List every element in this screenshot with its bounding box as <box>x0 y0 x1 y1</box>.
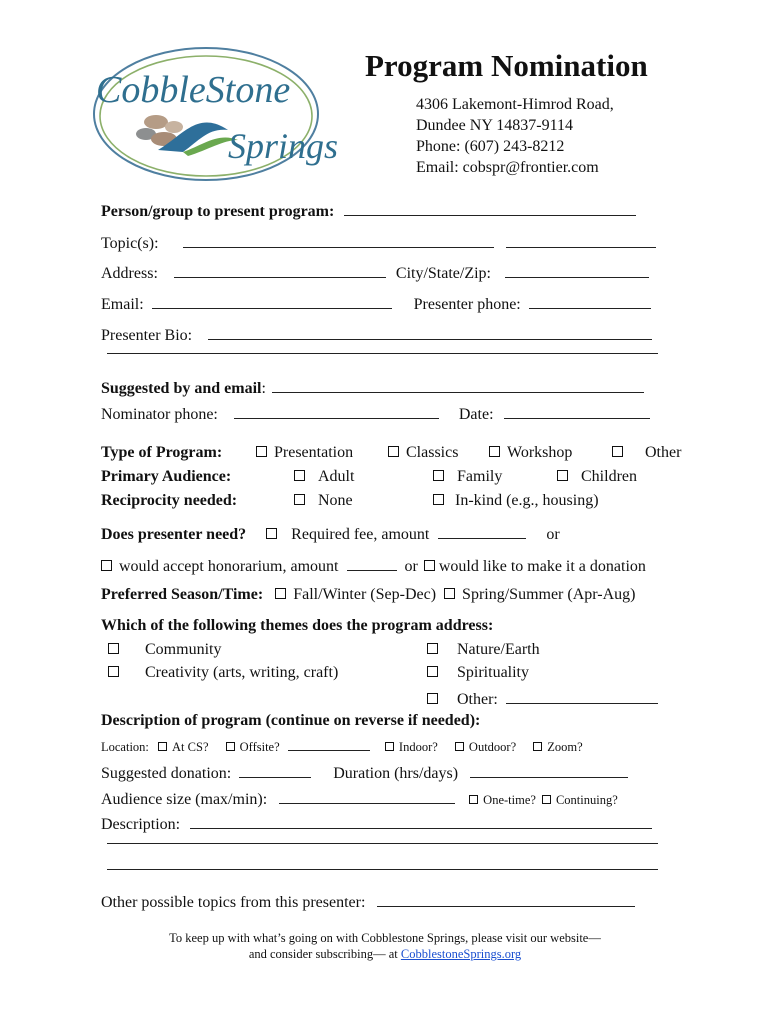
checkbox-icon[interactable] <box>108 643 119 654</box>
option-label: Other: <box>457 691 498 708</box>
duration-label: Duration (hrs/days) <box>333 765 459 782</box>
page-title: Program Nomination <box>365 48 648 83</box>
checkbox-icon[interactable] <box>455 742 464 751</box>
required-fee-label: Required fee, amount <box>291 526 430 543</box>
presenter-bio-field[interactable] <box>208 324 652 340</box>
option-label: Community <box>145 641 222 658</box>
location-option-at-cs: At CS? <box>172 740 209 754</box>
person-group-row <box>101 200 636 221</box>
address-line-1: 4306 Lakemont-Himrod Road, <box>416 96 614 113</box>
honorarium-field[interactable] <box>347 555 397 571</box>
address-field[interactable] <box>174 262 386 278</box>
theme-option[interactable] <box>108 664 338 682</box>
honorarium-row <box>101 555 646 576</box>
donation-duration-row <box>101 762 628 783</box>
other-topics-label: Other possible topics from this presenter: <box>101 894 366 911</box>
city-state-zip-field[interactable] <box>505 262 649 278</box>
presenter-need-label: Does presenter need? <box>101 526 247 543</box>
email-row <box>101 293 651 314</box>
cobblestone-springs-logo <box>88 40 338 185</box>
footer-line-1: To keep up with what’s going on with Cobblestone Springs, please visit our website— <box>169 931 601 945</box>
frequency-option-continuing: Continuing? <box>555 793 618 807</box>
presenter-bio-field-2[interactable] <box>107 353 658 354</box>
option-label: In-kind (e.g., housing) <box>455 492 599 509</box>
reciprocity-label: Reciprocity needed: <box>101 492 238 509</box>
audience-size-field[interactable] <box>279 788 455 804</box>
option-label: None <box>318 492 353 509</box>
address-label: Address: <box>101 265 158 282</box>
option-label: Children <box>581 468 637 485</box>
footer-line-2 <box>0 946 770 962</box>
org-email: Email: cobspr@frontier.com <box>416 159 599 176</box>
location-option-offsite: Offsite? <box>239 740 280 754</box>
or-label-1: or <box>546 526 560 543</box>
checkbox-icon[interactable] <box>101 560 112 571</box>
topics-row <box>101 232 656 253</box>
logo-text-top: CobbleStone <box>96 69 291 111</box>
checkbox-icon[interactable] <box>427 643 438 654</box>
program-type-label: Type of Program: <box>101 444 223 461</box>
checkbox-icon[interactable] <box>108 666 119 677</box>
location-label: Location: <box>101 740 149 754</box>
description-field-3[interactable] <box>107 869 658 870</box>
checkbox-icon[interactable] <box>542 795 551 804</box>
program-type-option[interactable] <box>256 444 353 462</box>
logo-stone-1 <box>144 115 168 129</box>
suggested-by-row <box>101 377 644 398</box>
option-label: Creativity (arts, writing, craft) <box>145 664 339 681</box>
checkbox-icon[interactable] <box>294 494 305 505</box>
description-section-label: Description of program (continue on reverse if needed): <box>101 712 481 729</box>
address-line-2: Dundee NY 14837-9114 <box>416 117 574 134</box>
person-group-field[interactable] <box>344 200 636 216</box>
option-label: Adult <box>318 468 355 485</box>
description-label: Description: <box>101 816 181 833</box>
season-option-fall: Fall/Winter (Sep-Dec) <box>293 586 437 603</box>
reciprocity-option[interactable] <box>294 492 353 510</box>
option-label: Classics <box>406 444 459 461</box>
themes-label: Which of the following themes does the program address: <box>101 617 494 634</box>
suggested-donation-label: Suggested donation: <box>101 765 232 782</box>
location-option-outdoor: Outdoor? <box>468 740 517 754</box>
season-label: Preferred Season/Time: <box>101 586 264 603</box>
suggested-by-colon: : <box>261 380 266 397</box>
option-label: Spirituality <box>457 664 529 681</box>
audience-size-label: Audience size (max/min): <box>101 791 268 808</box>
checkbox-icon[interactable] <box>256 446 267 457</box>
checkbox-icon[interactable] <box>557 470 568 481</box>
honorarium-label: would accept honorarium, amount <box>119 558 339 575</box>
checkbox-icon[interactable] <box>612 446 623 457</box>
checkbox-icon[interactable] <box>469 795 478 804</box>
reciprocity-option[interactable] <box>433 492 599 510</box>
person-group-label: Person/group to present program: <box>101 203 335 220</box>
theme-option[interactable] <box>108 641 221 659</box>
org-contact-block <box>416 94 614 178</box>
program-type-option[interactable] <box>489 444 572 462</box>
other-topics-row <box>101 891 635 912</box>
donation-label: would like to make it a donation <box>438 558 646 575</box>
org-phone: Phone: (607) 243-8212 <box>416 138 565 155</box>
description-field[interactable] <box>190 813 652 829</box>
description-row <box>101 813 652 834</box>
presenter-bio-row <box>101 324 652 345</box>
presenter-phone-field[interactable] <box>529 293 651 309</box>
checkbox-icon[interactable] <box>158 742 167 751</box>
checkbox-icon[interactable] <box>385 742 394 751</box>
option-label: Nature/Earth <box>457 641 540 658</box>
suggested-by-field[interactable] <box>272 377 644 393</box>
presenter-bio-label: Presenter Bio: <box>101 327 193 344</box>
required-fee-field[interactable] <box>438 523 526 539</box>
option-label: Family <box>457 468 503 485</box>
suggested-by-label: Suggested by and email <box>101 380 262 397</box>
email-field[interactable] <box>152 293 392 309</box>
topics-label: Topic(s): <box>101 235 159 252</box>
frequency-option-one-time: One-time? <box>483 793 536 807</box>
checkbox-icon[interactable] <box>433 494 444 505</box>
website-link[interactable]: CobblestoneSprings.org <box>400 947 522 961</box>
footer-line-2-text: and consider subscribing— at <box>248 947 401 961</box>
checkbox-icon[interactable] <box>275 588 286 599</box>
topics-field-1[interactable] <box>183 232 494 248</box>
logo-stone-4 <box>165 121 183 133</box>
or-label-2: or <box>404 558 418 575</box>
nominator-phone-field[interactable] <box>234 403 439 419</box>
suggested-donation-field[interactable] <box>239 762 311 778</box>
checkbox-icon[interactable] <box>444 588 455 599</box>
audience-size-row <box>101 788 618 809</box>
theme-other-field[interactable] <box>506 688 658 704</box>
nominator-row <box>101 403 650 424</box>
footer <box>0 930 770 962</box>
presenter-need-row <box>101 523 560 544</box>
season-row <box>101 586 635 604</box>
presenter-phone-label: Presenter phone: <box>413 296 521 313</box>
topics-field-2[interactable] <box>506 232 656 248</box>
theme-option[interactable] <box>427 641 540 659</box>
nominator-phone-label: Nominator phone: <box>101 406 218 423</box>
checkbox-icon[interactable] <box>533 742 542 751</box>
address-row <box>101 262 649 283</box>
program-type-option[interactable] <box>388 444 458 462</box>
checkbox-icon[interactable] <box>433 470 444 481</box>
logo-text-bottom: Springs <box>228 126 338 166</box>
city-state-zip-label: City/State/Zip: <box>395 265 491 282</box>
date-label: Date: <box>458 406 494 423</box>
audience-option[interactable] <box>294 468 354 486</box>
season-option-spring: Spring/Summer (Apr-Aug) <box>462 586 636 603</box>
option-label: Workshop <box>507 444 573 461</box>
audience-label: Primary Audience: <box>101 468 232 485</box>
audience-option[interactable] <box>557 468 637 486</box>
location-row <box>101 739 583 755</box>
option-label: Presentation <box>274 444 354 461</box>
email-label: Email: <box>101 296 144 313</box>
location-option-indoor: Indoor? <box>398 740 438 754</box>
theme-option[interactable] <box>427 688 658 709</box>
checkbox-icon[interactable] <box>266 528 277 539</box>
checkbox-icon[interactable] <box>424 560 435 571</box>
option-label: Other <box>645 444 682 461</box>
checkbox-icon[interactable] <box>427 693 438 704</box>
date-field[interactable] <box>504 403 650 419</box>
other-topics-field[interactable] <box>377 891 635 907</box>
checkbox-icon[interactable] <box>489 446 500 457</box>
audience-option[interactable] <box>433 468 502 486</box>
duration-field[interactable] <box>470 762 628 778</box>
offsite-field[interactable] <box>288 739 370 751</box>
theme-option[interactable] <box>427 664 529 682</box>
checkbox-icon[interactable] <box>226 742 235 751</box>
checkbox-icon[interactable] <box>427 666 438 677</box>
program-type-option[interactable] <box>612 444 681 462</box>
description-field-2[interactable] <box>107 843 658 844</box>
checkbox-icon[interactable] <box>388 446 399 457</box>
checkbox-icon[interactable] <box>294 470 305 481</box>
location-option-zoom: Zoom? <box>547 740 583 754</box>
